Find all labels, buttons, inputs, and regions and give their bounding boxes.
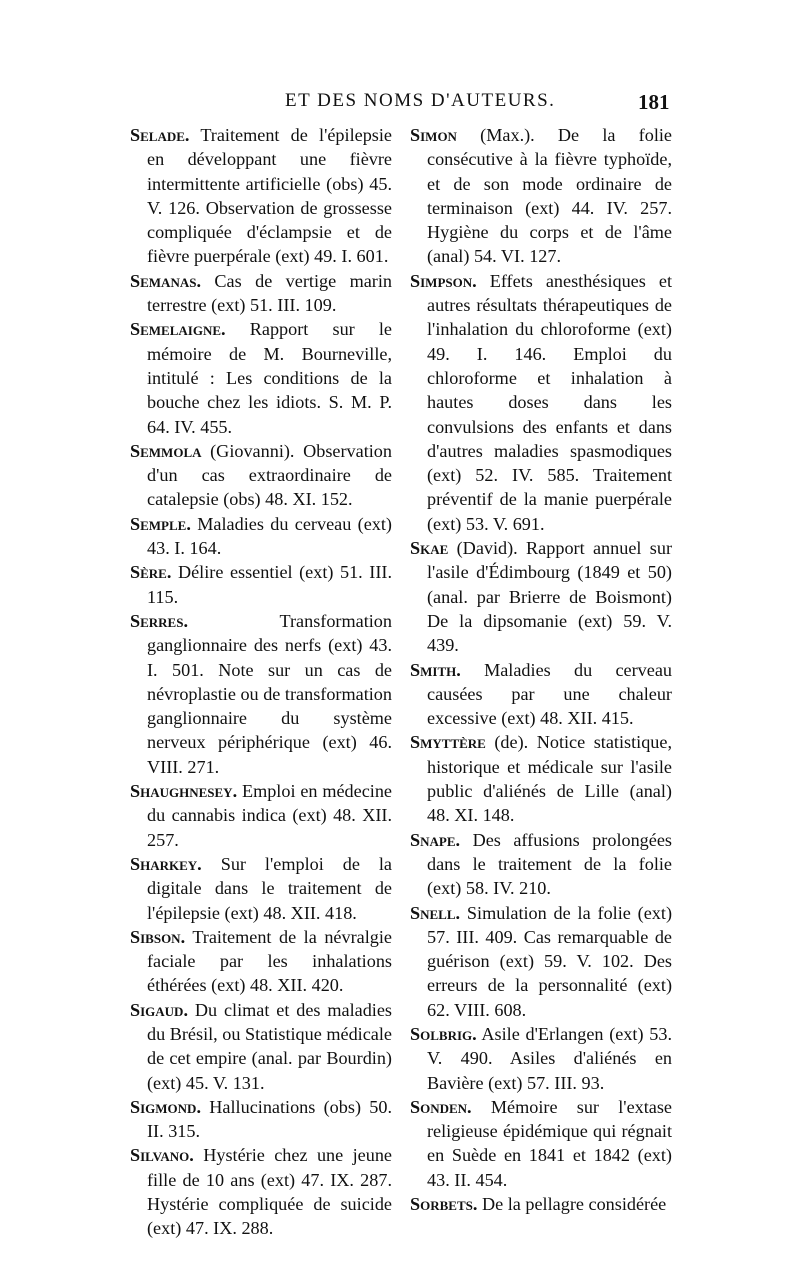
author-name: Sonden. — [410, 1096, 472, 1117]
entry-text: Simulation de la folie (ext) 57. III. 409. Cas remarquable de guérison (ext) 59. V. 102. Des erreurs de la personnalité (ext) 62. VIII. 608. — [427, 902, 672, 1020]
index-entry — [410, 1022, 672, 1095]
entry-text: De la pellagre considérée — [481, 1194, 667, 1215]
entry-text: (Max.). De la folie consécutive à la fièvre typhoïde, et de son mode ordinaire de terminaison (ext) 44. IV. 257. Hygiène du corps et de l'âme (anal) 54. VI. 127. — [427, 125, 672, 267]
author-name: Semmola — [130, 440, 202, 461]
index-entry — [410, 269, 672, 536]
entry-text: Traitement de l'épilepsie en développant une fièvre intermittente artificielle (obs) 45. V. 126. Observation de grossesse compliquée d'éclampsie et de fièvre puerpérale (ext) 49. I. 601. — [147, 125, 392, 267]
entry-text: (de). Notice statistique, historique et médicale sur l'asile public d'aliénés de Lille (anal) 48. XI. 148. — [427, 732, 673, 826]
entry-text: Mémoire sur l'extase religieuse épidémique qui régnait en Suède en 1841 et 1842 (ext) 43. II. 454. — [427, 1096, 673, 1190]
entry-text: Des affusions prolongées dans le traitement de la folie (ext) 58. IV. 210. — [427, 829, 672, 899]
entry-text: Emploi en médecine du cannabis indica (ext) 48. XII. 257. — [147, 781, 392, 850]
index-entry — [410, 828, 672, 901]
index-entry — [410, 730, 672, 827]
index-entry — [130, 439, 392, 512]
author-name: Simon — [410, 125, 457, 145]
entry-text: (Giovanni). Observation d'un cas extraordinaire de catalepsie (obs) 48. XI. 152. — [147, 440, 392, 510]
author-name: Solbrig. — [410, 1023, 477, 1044]
author-name: Silvano. — [130, 1145, 194, 1166]
index-entry — [130, 779, 392, 852]
entry-text: Rapport sur le mémoire de M. Bourneville, intitulé : Les conditions de la bouche chez les idiots. S. M. P. 64. IV. 455. — [147, 319, 392, 437]
index-entry — [410, 1095, 672, 1192]
index-entry — [130, 1095, 392, 1144]
index-entry — [130, 512, 392, 561]
entry-text: Traitement de la névralgie faciale par les inhalations éthérées (ext) 48. XII. 420. — [147, 926, 392, 996]
index-entry — [130, 609, 392, 779]
entry-text: Maladies du cerveau (ext) 43. I. 164. — [147, 513, 392, 559]
entry-text: Du climat et des maladies du Brésil, ou Statistique médicale de cet empire (anal. par Bourdin) (ext) 45. V. 131. — [147, 999, 392, 1093]
entry-text: Sur l'emploi de la digitale dans le traitement de l'épilepsie (ext) 48. XII. 418. — [147, 853, 392, 923]
entry-text: (David). Rapport annuel sur l'asile d'Édimbourg (1849 et 50) (anal. par Brierre de Boismont) De la dipsomanie (ext) 59. V. 439. — [427, 538, 672, 656]
index-entry — [130, 925, 392, 998]
author-name: Simpson. — [410, 270, 477, 291]
index-entry — [130, 1143, 392, 1240]
author-name: Shaughnesey. — [130, 781, 238, 802]
index-entry — [410, 901, 672, 1022]
author-name: Sère. — [130, 562, 172, 583]
index-entry — [410, 536, 672, 657]
index-entry — [130, 852, 392, 925]
author-name: Smith. — [410, 659, 461, 680]
entry-text: Effets anesthésiques et autres résultats thérapeutiques de l'inhalation du chloroforme (ext) 49. I. 146. Emploi du chloroforme et inhalation à hautes doses dans les convulsions des enfants et dans d'autres maladies spasmodiques (ext) 52. IV. 585. Traitement préventif de la manie puerpérale (ext) 53. V. 691. — [427, 270, 672, 534]
author-name: Semanas. — [130, 270, 201, 291]
index-entry — [130, 560, 392, 609]
author-name: Snape. — [410, 829, 461, 850]
entry-text: Hallucinations (obs) 50. II. 315. — [147, 1096, 393, 1142]
entry-text: Transformation ganglionnaire des nerfs (ext) 43. I. 501. Note sur un cas de névroplastie ou de transformation ganglionnaire du système nerveux périphérique (ext) 46. VIII. 271. — [147, 610, 392, 777]
author-name: Smyttère — [410, 732, 486, 753]
index-entry — [130, 123, 392, 269]
index-entry — [410, 123, 672, 269]
author-name: Serres. — [130, 610, 189, 631]
author-name: Snell. — [410, 902, 461, 923]
author-name: Semple. — [130, 513, 191, 534]
author-name: Selade. — [130, 125, 190, 145]
entry-text: Asile d'Erlangen (ext) 53. V. 490. Asiles d'aliénés en Bavière (ext) 57. III. 93. — [427, 1023, 672, 1093]
entry-text: Cas de vertige marin terrestre (ext) 51. III. 109. — [147, 270, 392, 316]
header-title: ET DES NOMS D'AUTEURS. — [285, 90, 556, 111]
index-entry — [410, 1192, 672, 1216]
author-name: Sorbets. — [410, 1194, 478, 1215]
author-name: Sigaud. — [130, 999, 188, 1020]
page-number: 181 — [638, 90, 670, 114]
entry-text: Hystérie chez une jeune fille de 10 ans (ext) 47. IX. 287. Hystérie compliquée de suicide (ext) 47. IX. 288. — [147, 1145, 392, 1239]
running-header — [0, 90, 800, 120]
author-name: Skae — [410, 538, 449, 559]
author-name: Sharkey. — [130, 853, 202, 874]
entry-text: Délire essentiel (ext) 51. III. 115. — [147, 562, 392, 607]
left-column — [130, 123, 392, 1241]
index-entry — [130, 317, 392, 438]
index-entry — [410, 658, 672, 731]
author-name: Sigmond. — [130, 1096, 201, 1117]
author-name: Sibson. — [130, 926, 186, 947]
right-column — [410, 123, 672, 1216]
index-entry — [130, 998, 392, 1095]
index-entry — [130, 269, 392, 318]
author-name: Semelaigne. — [130, 319, 226, 340]
entry-text: Maladies du cerveau causées par une chaleur excessive (ext) 48. XII. 415. — [427, 659, 673, 729]
